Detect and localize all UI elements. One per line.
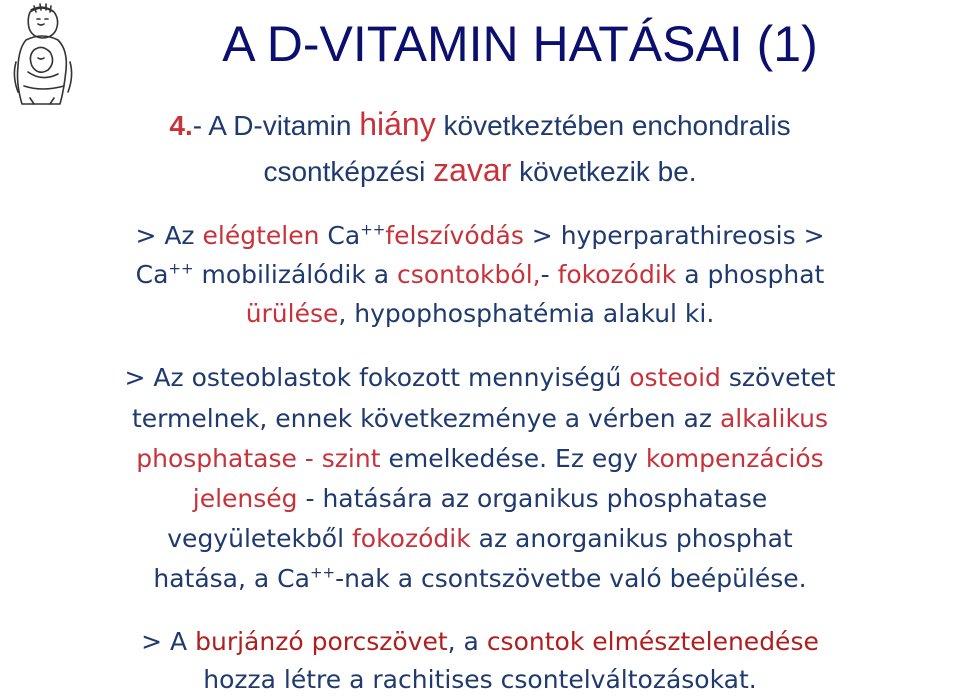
- mother-child-logo-icon: [4, 2, 84, 114]
- p3-line-1: > A burjánzó porcszövet, a csontok elmésztelenedése: [141, 627, 819, 656]
- intro-line-1: 4.- A D-vitamin hiány következtében enchondralis: [169, 106, 791, 142]
- p2-line-2: termelnek, ennek következménye a vérben az alkalikus: [131, 404, 829, 433]
- p3-line-2: hozza létre a rachitises csontelváltozásokat.: [203, 665, 757, 694]
- p1-line-2: Ca++ mobilizálódik a csontokból,- fokozódik a phosphat: [135, 259, 825, 289]
- p1-line-1: > Az elégtelen Ca++felszívódás > hyperparathireosis >: [135, 220, 825, 250]
- page-title: A D-VITAMIN HATÁSAI (1): [222, 16, 818, 72]
- keyword-zavar: zavar: [433, 152, 512, 188]
- keyword-hiany: hiány: [359, 106, 436, 142]
- item-number: 4.: [169, 110, 193, 141]
- p2-line-1: > Az osteoblastok fokozott mennyiségű osteoid szövetet: [124, 363, 836, 392]
- p1-line-3: ürülése, hypophosphatémia alakul ki.: [245, 299, 715, 328]
- p2-line-6: hatása, a Ca++-nak a csontszövetbe való beépülése.: [153, 563, 807, 593]
- p2-line-3: phosphatase - szint emelkedése. Ez egy kompenzációs: [136, 444, 824, 473]
- p2-line-4: jelenség - hatására az organikus phosphatase: [192, 484, 768, 513]
- intro-line-2: csontképzési zavar következik be.: [263, 152, 697, 188]
- p2-line-5: vegyületekből fokozódik az anorganikus phosphat: [167, 524, 793, 553]
